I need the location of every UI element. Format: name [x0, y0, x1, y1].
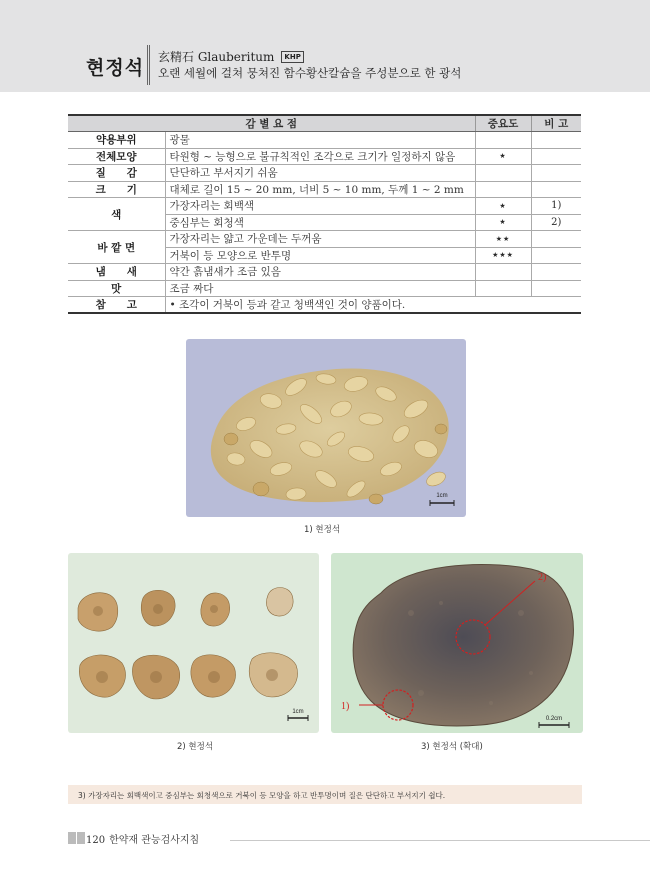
- magnified-piece-image: [331, 553, 583, 733]
- row-description: 광물: [165, 132, 475, 149]
- row-importance: [475, 181, 531, 198]
- title-divider: [147, 45, 150, 85]
- marker-label-1: 1): [341, 701, 350, 712]
- row-importance: ★: [475, 214, 531, 231]
- herb-description: 오랜 세월에 걸쳐 뭉쳐진 함수황산칼슘을 주성분으로 한 광석: [158, 66, 462, 80]
- caption-fig3: 3) 현정석 (확대): [421, 742, 483, 752]
- row-category: 약용부위: [68, 132, 165, 149]
- table-header-row: [68, 115, 581, 132]
- fragments-pile-image: [186, 339, 466, 517]
- row-description: • 조각이 거북이 등과 같고 청백색인 것이 양품이다.: [165, 297, 581, 314]
- row-category: 냄 새: [68, 264, 165, 281]
- footer: [86, 831, 199, 846]
- row-description: 거북이 등 모양으로 반투명: [165, 247, 475, 264]
- row-category: 크 기: [68, 181, 165, 198]
- table-row: [68, 280, 581, 297]
- scale-label-fig2: 1cm: [292, 709, 304, 715]
- row-remark: [531, 165, 581, 182]
- table-row: [68, 148, 581, 165]
- row-remark: [531, 280, 581, 297]
- row-remark: [531, 264, 581, 281]
- row-importance: [475, 264, 531, 281]
- row-description: 단단하고 부서지기 쉬움: [165, 165, 475, 182]
- photo-eight-pieces: [68, 553, 319, 733]
- footer-rule: [230, 840, 650, 841]
- header-points: 감 별 요 점: [68, 115, 475, 132]
- footer-title: 한약재 관능검사지침: [109, 835, 200, 846]
- row-category: 참 고: [68, 297, 165, 314]
- row-remark: [531, 181, 581, 198]
- row-remark: [531, 231, 581, 248]
- page-number: 120: [86, 835, 106, 846]
- row-importance: [475, 132, 531, 149]
- row-category: 맛: [68, 280, 165, 297]
- row-importance: ★: [475, 148, 531, 165]
- page-title: 현정석: [86, 57, 145, 79]
- row-description: 타원형 ~ 능형으로 불규칙적인 조각으로 크기가 일정하지 않음: [165, 148, 475, 165]
- table-row: [68, 132, 581, 149]
- table-row: [68, 297, 581, 314]
- row-description: 가장자리는 회백색: [165, 198, 475, 215]
- scale-bar-fig2: [288, 709, 308, 721]
- footer-square: [77, 832, 85, 844]
- khp-badge: KHP: [281, 51, 303, 63]
- row-importance: [475, 280, 531, 297]
- caption-fig2: 2) 현정석: [177, 742, 214, 752]
- photo-fragments-pile: [186, 339, 466, 517]
- eight-pieces-image: [68, 553, 319, 733]
- scale-bar-fig1: [430, 493, 454, 506]
- row-category: 전체모양: [68, 148, 165, 165]
- caption-fig1: 1) 현정석: [304, 525, 341, 535]
- name-line: [158, 48, 304, 65]
- row-description: 가장자리는 얇고 가운데는 두꺼움: [165, 231, 475, 248]
- header-importance: 중요도: [475, 115, 531, 132]
- hanja-latin-name: 玄精石 Glauberitum: [158, 50, 275, 64]
- row-description: 조금 짜다: [165, 280, 475, 297]
- header-remarks: 비 고: [531, 115, 581, 132]
- marker-label-2: 2): [538, 572, 547, 583]
- row-description: 중심부는 회청색: [165, 214, 475, 231]
- photo-magnified: [331, 553, 583, 733]
- table-row: [68, 181, 581, 198]
- row-description: 대체로 길이 15 ~ 20 mm, 너비 5 ~ 10 mm, 두께 1 ~ 2 mm: [165, 181, 475, 198]
- row-remark: [531, 132, 581, 149]
- footnote: 3) 가장자리는 회백색이고 중심부는 회청색으로 거북이 등 모양을 하고 반투명이며 질은 단단하고 부서지기 쉽다.: [68, 785, 582, 804]
- scale-label-fig1: 1cm: [436, 493, 448, 499]
- row-remark: [531, 247, 581, 264]
- row-category: 색: [68, 198, 165, 231]
- footer-square: [68, 832, 76, 844]
- identification-table: [68, 114, 581, 314]
- table-row: [68, 264, 581, 281]
- row-description: 약간 흙냄새가 조금 있음: [165, 264, 475, 281]
- scale-bar-fig3: [539, 716, 569, 728]
- row-remark: 2): [531, 214, 581, 231]
- row-remark: [531, 148, 581, 165]
- row-importance: ★: [475, 198, 531, 215]
- row-importance: [475, 165, 531, 182]
- row-category: 바 깥 면: [68, 231, 165, 264]
- row-importance: ★★: [475, 231, 531, 248]
- table-row: [68, 231, 581, 248]
- row-category: 질 감: [68, 165, 165, 182]
- table-row: [68, 198, 581, 215]
- row-remark: 1): [531, 198, 581, 215]
- table-row: [68, 165, 581, 182]
- scale-label-fig3: 0.2cm: [545, 716, 563, 722]
- row-importance: ★★★: [475, 247, 531, 264]
